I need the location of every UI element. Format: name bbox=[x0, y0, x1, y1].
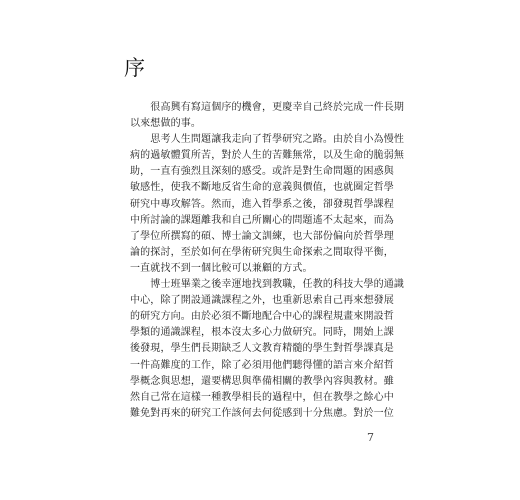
text-line: 以來想做的事。 bbox=[130, 118, 202, 130]
text-line: 一直就找不到一個比較可以兼顧的方式。 bbox=[130, 262, 313, 274]
text-line: 博士班畢業之後幸運地找到教職，任教的科技大學的通識 bbox=[130, 279, 405, 291]
text-line: 一件高難度的工作，除了必須用他們聽得懂的語言來介紹哲 bbox=[130, 359, 394, 371]
paragraph bbox=[130, 132, 405, 277]
preface-heading: 序 bbox=[124, 56, 145, 80]
text-line: 中心，除了開設通識課程之外，也重新思索自己再來想發展 bbox=[130, 295, 394, 307]
text-line: 敏感性，使我不斷地反省生命的意義與價值，也就圈定哲學 bbox=[130, 182, 394, 194]
text-line: 論的探討，至於如何在學術研究與生命探索之間取得平衡， bbox=[130, 246, 394, 258]
text-line: 病的過敏體質所苦，對於人生的苦難無常，以及生命的脆弱無 bbox=[130, 150, 405, 162]
text-line: 的研究方向。由於必須不斷地配合中心的課程規畫來開設哲 bbox=[130, 311, 394, 323]
text-line: 然自己常在這樣一種教學相長的過程中，但在教學之餘心中 bbox=[130, 391, 394, 403]
text-line: 思考人生問題讓我走向了哲學研究之路。由於自小為慢性 bbox=[130, 134, 405, 146]
text-line: 難免對再來的研究工作該何去何從感到十分焦慮。對於一位 bbox=[130, 407, 394, 419]
text-line: 研究中專攻解答。然而，進入哲學系之後，卻發現哲學課程 bbox=[130, 198, 394, 210]
text-line: 了學位所撰寫的碩、博士論文訓練，也大部份偏向於哲學理 bbox=[130, 230, 394, 242]
text-line: 學類的通識課程，根本沒太多心力做研究。同時，開始上課 bbox=[130, 327, 394, 339]
paragraph bbox=[130, 277, 405, 422]
text-line: 學概念與思想，還要構思與準備相關的教學內容與教材。雖 bbox=[130, 375, 394, 387]
text-line: 中所討論的課題離我和自己所關心的問題遙不太起來，而為 bbox=[130, 214, 394, 226]
text-line: 後發現，學生們長期缺乏人文教育精髓的學生對哲學課真是 bbox=[130, 343, 394, 355]
preface-body bbox=[130, 100, 405, 422]
text-line: 助，一直有強烈且深刻的感受。或許是對生命問題的困惑與 bbox=[130, 166, 394, 178]
text-line: 很高興有寫這個序的機會，更慶幸自己終於完成一件長期 bbox=[130, 102, 405, 113]
paragraph bbox=[130, 100, 405, 132]
page-number: 7 bbox=[367, 431, 374, 444]
